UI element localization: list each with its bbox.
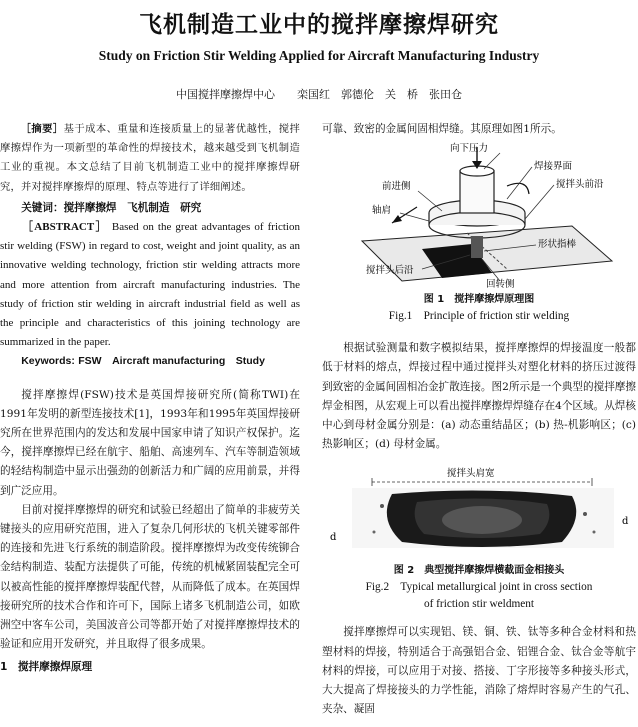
body-paragraph-4: 搅拌摩擦焊可以实现铝、镁、铜、铁、钛等多种合金材料和热塑材料的焊接，特别适合于高强铝合金、铝锂合金、钛合金等航宇材料的焊接，可以应用于对接、搭接、丁字形接等多种接头形式，大大提高了焊接接头的力学性能，消除了熔焊时容易产生的气孔、夹杂、凝固 — [322, 626, 636, 716]
keywords-cn-label: 关键词： — [21, 201, 64, 214]
figure-1-diagram — [322, 141, 636, 291]
figure-2-micrograph — [322, 462, 636, 562]
fig1-label-pin: 形状指棒 — [538, 239, 577, 251]
fig2-label-shoulder-width: 搅拌头肩宽 — [447, 468, 495, 480]
figure-2-caption-en-1: Fig.2 Typical metallurgical joint in cross section — [365, 581, 593, 594]
abstract-cn-text: 基于成本、重量和连接质量上的显著优越性，搅拌摩擦焊作为一项新型的革命性的焊接技术，越来越受到飞机制造工业的重视。本文总结了目前飞机制造工业中的搅拌摩擦焊研究，并对搅拌摩擦焊的原理、特点等进行了详细阐述。 — [0, 123, 300, 193]
right-column — [322, 120, 636, 719]
fig1-label-weld-interface: 焊接界面 — [534, 161, 573, 173]
figure-1-caption-en: Fig.1 Principle of friction stir welding — [388, 310, 570, 323]
abstract-label: ［摘要］ — [20, 123, 64, 135]
abstract-en-label: ［ABSTRACT］ — [22, 221, 108, 234]
fig1-label-retreating-side: 回转侧 — [486, 279, 515, 291]
abstract-cn — [0, 120, 300, 197]
fig1-label-advancing-side: 前进侧 — [382, 181, 411, 193]
left-column — [0, 120, 300, 678]
figure-2-caption-en-2: of friction stir weldment — [423, 598, 535, 611]
right-intro-line: 可靠、致密的金属间固相焊缝。其原理如图1所示。 — [322, 123, 562, 135]
body-paragraph-3: 根据试验测量和数字模拟结果，搅拌摩擦焊的焊接温度一般都低于材料的熔点，焊接过程中通过搅拌头对塑化材料的挤压过渡得到致密的金属间固相冶金扩散连接。图2所示是一个典型的搅拌摩擦焊金相图，从宏观上可以看出搅拌摩擦焊焊缝存在4个区域。从焊核中心到母材金属分别是：(a) 动态重结晶区；(b) 热-机影响区；(c) 热影响区；(d) 母材金属。 — [322, 342, 636, 451]
figure-1-caption-cn: 图 1 搅拌摩擦焊原理图 — [423, 294, 535, 306]
fig2-label-d-left: d — [330, 532, 337, 544]
keywords-cn-text: 搅拌摩擦焊 飞机制造 研究 — [63, 201, 202, 214]
fig1-label-tool-front: 搅拌头前沿 — [556, 179, 604, 191]
fig2-label-d-right: d — [622, 516, 629, 528]
keywords-en-text: FSW Aircraft manufacturing Study — [78, 355, 265, 368]
body-paragraph-1: 搅拌摩擦焊(FSW)技术是英国焊接研究所(简称TWI)在1991年发明的新型连接技术[1]，1993年和1995年英国焊接研究所在世界范围内的发达和发展中国家申请了知识产权保护。迄今，搅拌摩擦焊已经在航宇、船舶、高速列车、汽车等制造领域的轻结构制造中显示出强劲的创新活力和广阔的应用前景，并得到广泛应用。 — [0, 388, 300, 497]
authors-line: 中国搅拌摩擦焊中心 栾国红 郭德伦 关 桥 张田仓 — [176, 88, 462, 101]
keywords-cn — [0, 199, 300, 218]
figure-1-caption — [322, 291, 636, 325]
keywords-en — [0, 352, 300, 371]
figure-2-caption — [322, 562, 636, 613]
fig1-label-down-force: 向下压力 — [450, 143, 489, 155]
abstract-en-text: Based on the great advantages of friction stir welding (FSW) in regard to cost, weight and joint quality, as an innovative welding technology, friction stir welding attracts more and more attention from aircraft manufacturing industries. The study of friction stir welding in aircraft industrial field as well as the principle and characteristics of this joining technology are summarized in the paper. — [0, 221, 300, 349]
fig1-label-shoulder: 轴肩 — [372, 205, 392, 217]
paper-title-english: Study on Friction Stir Welding Applied for Aircraft Manufacturing Industry — [98, 48, 540, 63]
paper-title: 飞机制造工业中的搅拌摩擦焊研究 — [139, 12, 499, 38]
figure-2-caption-cn: 图 2 典型搅拌摩擦焊横截面金相接头 — [393, 565, 565, 577]
abstract-en — [0, 218, 300, 352]
keywords-en-label: Keywords: — [21, 355, 75, 368]
body-paragraph-2: 目前对搅拌摩擦焊的研究和试验已经超出了简单的非疲劳关键接头的应用研究范围，进入了复杂几何形状的飞机关键零部件的连接和先进飞行系统的制造阶段。搅拌摩擦焊为改变传统铆合金结构制造、装配方法提供了可能，传统的机械紧固装配完全可以被高性能的搅拌摩擦焊装配代替，从而降低了成本。在英国焊接研究所的技术合作和许可下，国际上诸多飞机制造公司，如欧洲空中客车公司，美国波音公司等都开始了对搅拌摩擦焊技术的验证和应用开发研究，并且取得了很多成果。 — [0, 503, 300, 651]
section-heading: 1 搅拌摩擦焊原理 — [0, 661, 93, 674]
fig1-label-tool-rear: 搅拌头后沿 — [366, 265, 414, 277]
